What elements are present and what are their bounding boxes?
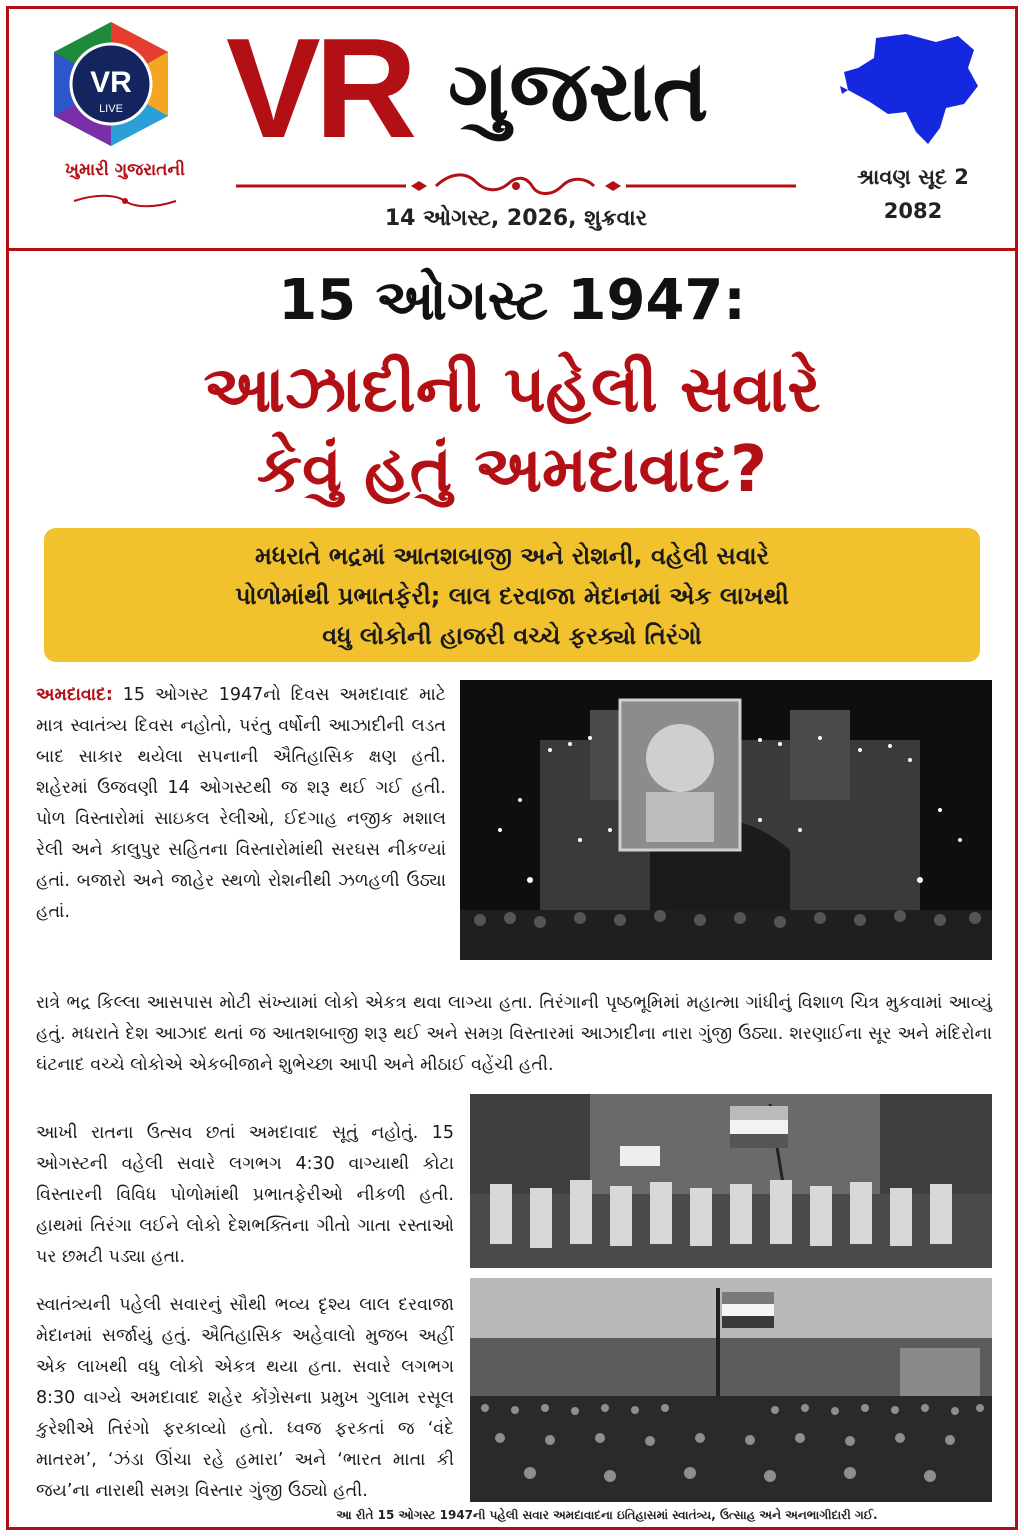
- tithi-name: શ્રાવણ સૂદ 2: [857, 165, 969, 189]
- photo-flag-hoisting: [470, 1278, 992, 1502]
- article-paragraph-3: આખી રાતના ઉત્સવ છતાં અમદાવાદ સૂતું નહોતું. 15 ઓગસ્ટની વહેલી સવારે લગભગ 4:30 વાગ્યાથી કોટા વિસ્તારની વિવિધ પોળોમાંથી પ્રભાતફેરીઓ નીકળી હતી. હાથમાં તિરંગા લઈને લોકો દેશભક્તિના ગીતો ગાતા રસ્તાઓ પર છમટી પડ્યા હતા.: [36, 1123, 454, 1267]
- headline-date: 15 ઓગસ્ટ 1947:: [278, 268, 746, 333]
- headline-main-line1: આઝાદીની પહેલી સવારે: [203, 353, 821, 427]
- ornamental-divider: [236, 166, 796, 206]
- paragraph-text: 15 ઓગસ્ટ 1947નો દિવસ અમદાવાદ માટે માત્ર સ્વાતંત્ર્ય દિવસ નહોતો, પરંતુ વર્ષોની આઝાદીની લડત બાદ સાકાર થયેલા સપનાની ઐતિહાસિક ક્ષણ હતી. શહેરમાં ઉજવણી 14 ઓગસ્ટથી જ શરૂ થઈ ગઈ હતી. પોળ વિસ્તારોમાં સાઇકલ રેલીઓ, ઈદગાહ નજીક મશાલ રેલી અને કાલુપુર સહિતના વિસ્તારોમાંથી સરઘસ નીકળ્યાં હતાં. બજારો અને જાહેર સ્થળો રોશનીથી ઝળહળી ઉઠ્યા હતાં.: [36, 685, 446, 922]
- brand-name: ગુજરાત: [448, 42, 709, 140]
- photo-prabhatferi: [470, 1094, 992, 1268]
- article-paragraph-2: રાત્રે ભદ્ર કિલ્લા આસપાસ મોટી સંખ્યામાં લોકો એકત્ર થવા લાગ્યા હતા. તિરંગાની પૃષ્ઠભૂમિમાં મહાત્મા ગાંધીનું વિશાળ ચિત્ર મુકવામાં આવ્યું હતું. મધરાતે દેશ આઝાદ થતાં જ આતશબાજી શરૂ થઈ અને સમગ્ર વિસ્તારમાં આઝાદીના નારા ગુંજી ઉઠ્યા. શરણાઈના સૂર અને મંદિરોના ઘંટનાદ વચ્ચે લોકોએ એકબીજાને શુભેચ્છા આપી અને મીઠાઈ વહેંચી હતી.: [36, 993, 992, 1075]
- article-paragraph-4: સ્વાતંત્ર્યની પહેલી સવારનું સૌથી ભવ્ય દૃશ્ય લાલ દરવાજા મેદાનમાં સર્જાયું હતું. ઐતિહાસિક અહેવાલો મુજબ અહીં એક લાખથી વધુ લોકો એકત્ર થયા હતા. સવારે લગભગ 8:30 વાગ્યે અમદાવાદ શહેર કોંગ્રેસના પ્રમુખ ગુલામ રસૂલ કુરેશીએ તિરંગો ફરકાવ્યો હતો. ધ્વજ ફરકતાં જ ‘વંદે માતરમ’, ‘ઝંડા ઊંચા રહે હમારા’ અને ‘ભારત માતા કી જય’ના નારાથી સમગ્ર વિસ્તાર ગુંજી ઉઠ્યો હતી.: [36, 1295, 454, 1501]
- summary-line: પોળોમાંથી પ્રભાતફેરી; લાલ દરવાજા મેદાનમાં એક લાખથી: [235, 582, 789, 610]
- closing-caption: આ રીતે 15 ઓગસ્ટ 1947ની પહેલી સવાર અમદાવાદના ઇતિહાસમાં સ્વાતંત્ર્ય, ઉત્સાહ અને અનભાગીદારી ગઈ.: [336, 1508, 878, 1522]
- masthead-rule: [6, 248, 1018, 251]
- summary-line: મધરાતે ભદ્રમાં આતશબાજી અને રોશની, વહેલી સવારે: [254, 542, 770, 570]
- summary-box: [44, 528, 980, 662]
- svg-text:LIVE: LIVE: [99, 103, 123, 115]
- photo-illustration: [460, 680, 992, 960]
- tagline: ખુમારી ગુજરાતની: [65, 160, 185, 180]
- headline-main-line2: કેવું હતું અમદાવાદ?: [256, 433, 768, 507]
- photo-illustration: [470, 1278, 992, 1502]
- brand-vr: VR: [226, 9, 412, 168]
- dateline: અમદાવાદ:: [36, 685, 113, 705]
- tithi: [818, 160, 1008, 228]
- photo-illustration: [470, 1094, 992, 1268]
- samvat-year: 2082: [883, 199, 943, 223]
- vr-live-logo: [48, 20, 174, 148]
- issue-date: 14 ઓગસ્ટ, 2026, શુક્રવાર: [384, 206, 648, 231]
- photo-illuminated-fort: [460, 680, 992, 960]
- article-paragraph-1: [36, 680, 446, 928]
- gujarat-map-icon: [836, 28, 986, 148]
- svg-text:VR: VR: [90, 66, 132, 99]
- tagline-flourish-icon: [70, 190, 180, 212]
- masthead: [0, 0, 1024, 236]
- summary-line: વધુ લોકોની હાજરી વચ્ચે ફરક્યો તિરંગો: [322, 622, 702, 650]
